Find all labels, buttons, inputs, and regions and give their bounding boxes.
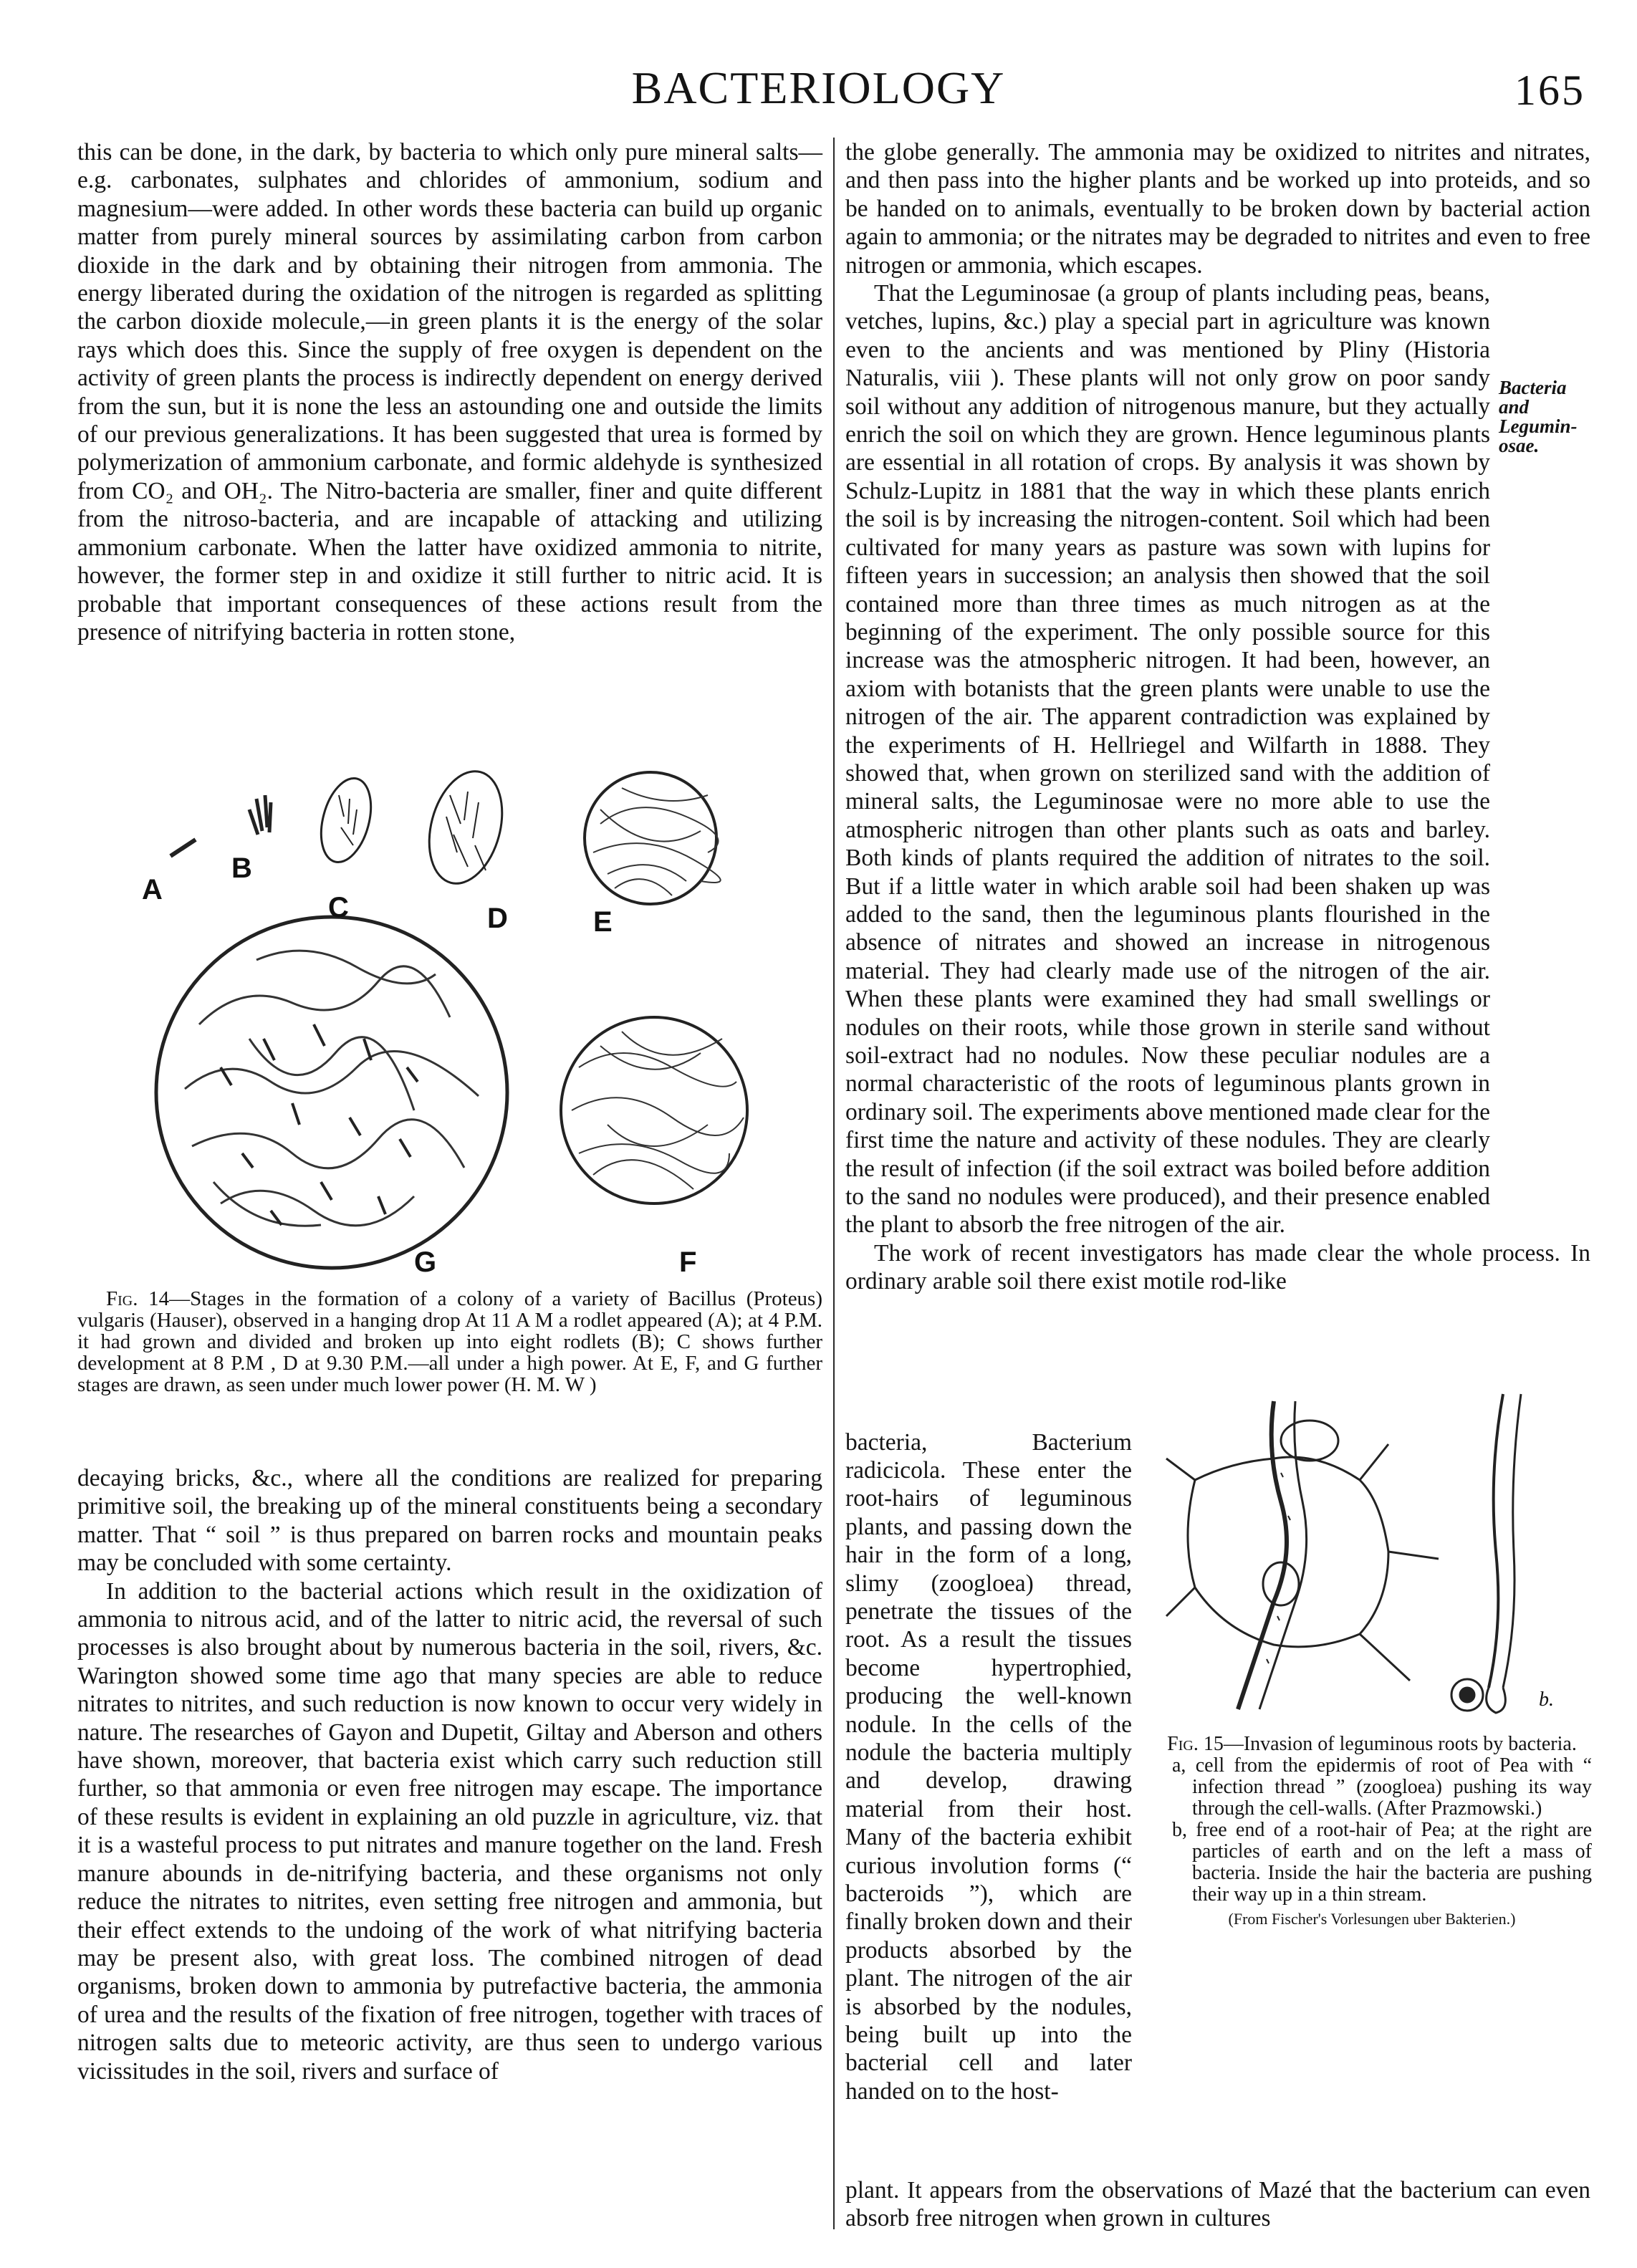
sidenote-line-1: Bacteria [1499, 377, 1567, 398]
figure-14-caption [77, 1288, 822, 1395]
right-column-bottom [845, 2176, 1590, 2233]
stage-g-texture [185, 951, 479, 1226]
figure-15-item-b: b, free end of a root-hair of Pea; at the right are particles of earth and on the left a mass of bacteria. Inside the hair the bacteria are pushing their way up in a thin stream. [1172, 1819, 1592, 1906]
label-a: A [142, 874, 163, 905]
figure-15-caption [1152, 1734, 1592, 1930]
page-header [0, 62, 1637, 126]
figure-14-caption-label: Fig. 14 [106, 1287, 170, 1310]
fig15-label-b: b. [1539, 1688, 1554, 1711]
figure-15-illustration [1152, 1387, 1592, 1727]
figure-15-source: (From Fischer's Vorlesungen uber Bakterien.) [1228, 1910, 1516, 1928]
figure-15-caption-title: —Invasion of leguminous roots by bacteria. [1223, 1733, 1577, 1755]
column-rule [833, 138, 835, 2229]
running-title: BACTERIOLOGY [631, 62, 1006, 113]
margin-sidenote [1499, 378, 1592, 456]
infection-thread [1238, 1401, 1287, 1709]
sidenote-line-4: osae. [1499, 435, 1540, 456]
left-paragraph-3: In addition to the bacterial actions which result in the oxidization of ammonia to nitrous acid, and of the latter to nitric acid, the reversal of such processes is also brought about by numerous bacteria in the soil, rivers, &c. Warington showed some time ago that many species are able to reduce nitrates to nitrites, and such reduction is now known to occur very widely in nature. The researches of Gayon and Dupetit, Giltay and Aberson and others have shown, moreover, that bacteria exist which carry such reduction still further, so that ammonia or even free nitrogen may escape. The importance of these results is evident in explaining an old puzzle in agriculture, viz. that it is a wasteful process to put nitrates and manure together on the land. Fresh manure abounds in de-nitrifying bacteria, and these organisms not only reduce the nitrates to nitrites, even setting free nitrogen and ammonia, but their effect extends to the undoing of the work of what nitrifying bacteria may be present also, with great loss. The combined nitrogen of dead organisms, broken down to ammonia by putrefactive bacteria, the ammonia of urea and the results of the fixation of free nitrogen, together with traces of nitrogen salts due to meteoric activity, are thus seen to undergo various vicissitudes in the soil, rivers and surface of [77, 1577, 822, 2085]
right-paragraph-3-narrow: bacteria, Bacterium radicicola. These enter the root-hairs of leguminous plants, and passing down the hair in the form of a long, slimy (zoogloea) thread, penetrate the tissues of the root. As a result the tissues become hypertrophied, producing the well-known nodule. In the cells of the nodule the bacteria multiply and develop, drawing material from their host. Many of the bacteria exhibit curious involution forms (“ bacteroids ”), which are finally broken down and their products absorbed by the plant. The nitrogen of the air is absorbed by the nodules, being built up into the bacterial cell and later handed on to the host- [845, 1428, 1132, 2105]
stage-b-rodlets [249, 795, 271, 835]
right-paragraph-3-end: plant. It appears from the observations of Mazé that the bacterium can even absorb free nitrogen when grown in cultures [845, 2177, 1590, 2232]
stage-c-rods [339, 795, 357, 845]
stage-c-colony [313, 773, 380, 868]
right-paragraph-1: the globe generally. The ammonia may be oxidized to nitrites and nitrates, and then pass into the higher plants and be worked up into proteids, and so be handed on to animals, eventually to be broken down by bacterial action again to ammonia; or the nitrates may be degraded to nitrites and even to free nitrogen or ammonia, which escapes. [845, 139, 1590, 279]
figure-14-illustration [77, 767, 822, 1282]
stage-f-texture [572, 1032, 744, 1189]
stage-a-rodlet [171, 840, 196, 856]
stage-d-colony [418, 767, 514, 892]
right-column-narrow [845, 1404, 1132, 2130]
nucleus-swelling [1281, 1421, 1338, 1461]
left-column-bottom [77, 1464, 822, 2085]
stage-d-rods [446, 792, 486, 870]
figure-14-caption-text: —Stages in the formation of a colony of a variety of Bacillus (Proteus) vulgaris (Hauser), observed in a hanging drop At 11 A M a rodlet appeared (A); at 4 P.M. it had grown and divided and broken up into eight rodlets (B); C shows further development at 8 P.M , D at 9.30 P.M.—all under a high power. At E, F, and G further stages are drawn, as seen under much lower power (H. M. W ) [77, 1287, 823, 1396]
left-column-top [77, 138, 822, 646]
figure-15-item-a: a, cell from the epidermis of root of Pea with “ infection thread ” (zoogloea) pushing its way through the cell-walls. (After Prazmowski.) [1172, 1754, 1592, 1820]
figure-15-caption-label: Fig. 15 [1167, 1733, 1224, 1755]
stage-g-colony [156, 917, 507, 1268]
right-column [845, 138, 1590, 1296]
right-paragraph-2: That the Leguminosae (a group of plants including peas, beans, vetches, lupins, &c.) play a special part in agriculture was known even to the ancients and was mentioned by Pliny (Historia Naturalis, viii ). These plants will not only grow on poor sandy soil without any addition of nitrogenous manure, but they actually enrich the soil on which they are grown. Hence leguminous plants are essential in all rotation of crops. By analysis it was shown by Schulz-Lupitz in 1881 that the way in which these plants enrich the soil is by increasing the nitrogen-content. Soil which had been cultivated for many years as pasture was sown with lupins for fifteen years in succession; an analysis then showed that the soil contained more than three times as much nitrogen as at the beginning of the experiment. The only possible source for this increase was the atmospheric nitrogen. It had been, however, an axiom with botanists that the green plants were unable to use the nitrogen of the air. The apparent contradiction was explained by the experiments of H. Hellriegel and Wilfarth in 1888. They showed that, when grown on sterilized sand with the addition of mineral salts, the Leguminosae were no more able to use the atmospheric nitrogen than other plants such as oats and barley. Both kinds of plants required the addition of nitrates to the soil. But if a little water in which arable soil had been shaken up was added to the sand, then the leguminous plants flourished in the absence of nitrates and showed an increase in nitrogenous material. They had clearly made use of the nitrogen of the air. When these plants were examined they had small swellings or nodules on their roots, while those grown in sterile sand without soil-extract had no nodules. Now these peculiar nodules are a normal characteristic of the roots of leguminous plants grown in ordinary soil. The experiments above mentioned made clear for the first time the nature and activity of these nodules. They are clearly the result of infection (if the soil extract was boiled before addition to the sand no nodules were produced), and their presence enabled the plant to absorb the free nitrogen of the air. [845, 280, 1490, 1239]
label-d: D [487, 903, 508, 934]
sidenote-line-3: Legumin- [1499, 415, 1578, 437]
sidenote-line-2: and [1499, 396, 1530, 418]
page-number: 165 [1514, 67, 1585, 114]
right-paragraph-3-intro: The work of recent investigators has made clear the whole process. In ordinary arable soil there exist motile rod-like [845, 1239, 1590, 1295]
root-hair-b [1489, 1394, 1503, 1688]
left-paragraph-1: this can be done, in the dark, by bacteria to which only pure mineral salts—e.g. carbonates, sulphates and chlorides of ammonium, sodium and magnesium—were added. In other words these bacteria can build up organic matter from purely mineral sources by assimilating carbon from carbon dioxide in the dark and by obtaining their nitrogen from ammonia. The energy liberated during the oxidation of the nitrogen is regarded as splitting the carbon dioxide molecule,—in green plants it is the energy of the solar rays which does this. Since the supply of free oxygen is dependent on the activity of green plants the process is indirectly dependent on energy derived from the sun, but it is none the less an astounding one and outside the limits of our previous generalizations. It has been suggested that urea is formed by polymerization of ammonium carbonate, and formic aldehyde is synthesized from CO₂ and OH₂. The Nitro-bacteria are smaller, finer and quite different from the nitroso-bacteria, and are incapable of attacking and utilizing ammonium carbonate. When the latter have oxidized ammonia to nitrite, however, the former step in and oxidize it still further to nitric acid. It is probable that important consequences of these actions result from the presence of nitrifying bacteria in rotten stone, [77, 139, 822, 645]
label-g: G [414, 1246, 437, 1278]
label-f: F [679, 1246, 697, 1278]
stage-e-colony [585, 772, 716, 904]
left-paragraph-2: decaying bricks, &c., where all the conditions are realized for preparing primitive soil, the breaking up of the mineral constituents being a secondary matter. That “ soil ” is thus prepared on barren rocks and mountain peaks may be concluded with some certainty. [77, 1465, 822, 1577]
stage-f-colony [561, 1017, 747, 1203]
label-e: E [593, 906, 613, 938]
label-b: B [231, 852, 252, 884]
label-c: C [328, 892, 349, 923]
